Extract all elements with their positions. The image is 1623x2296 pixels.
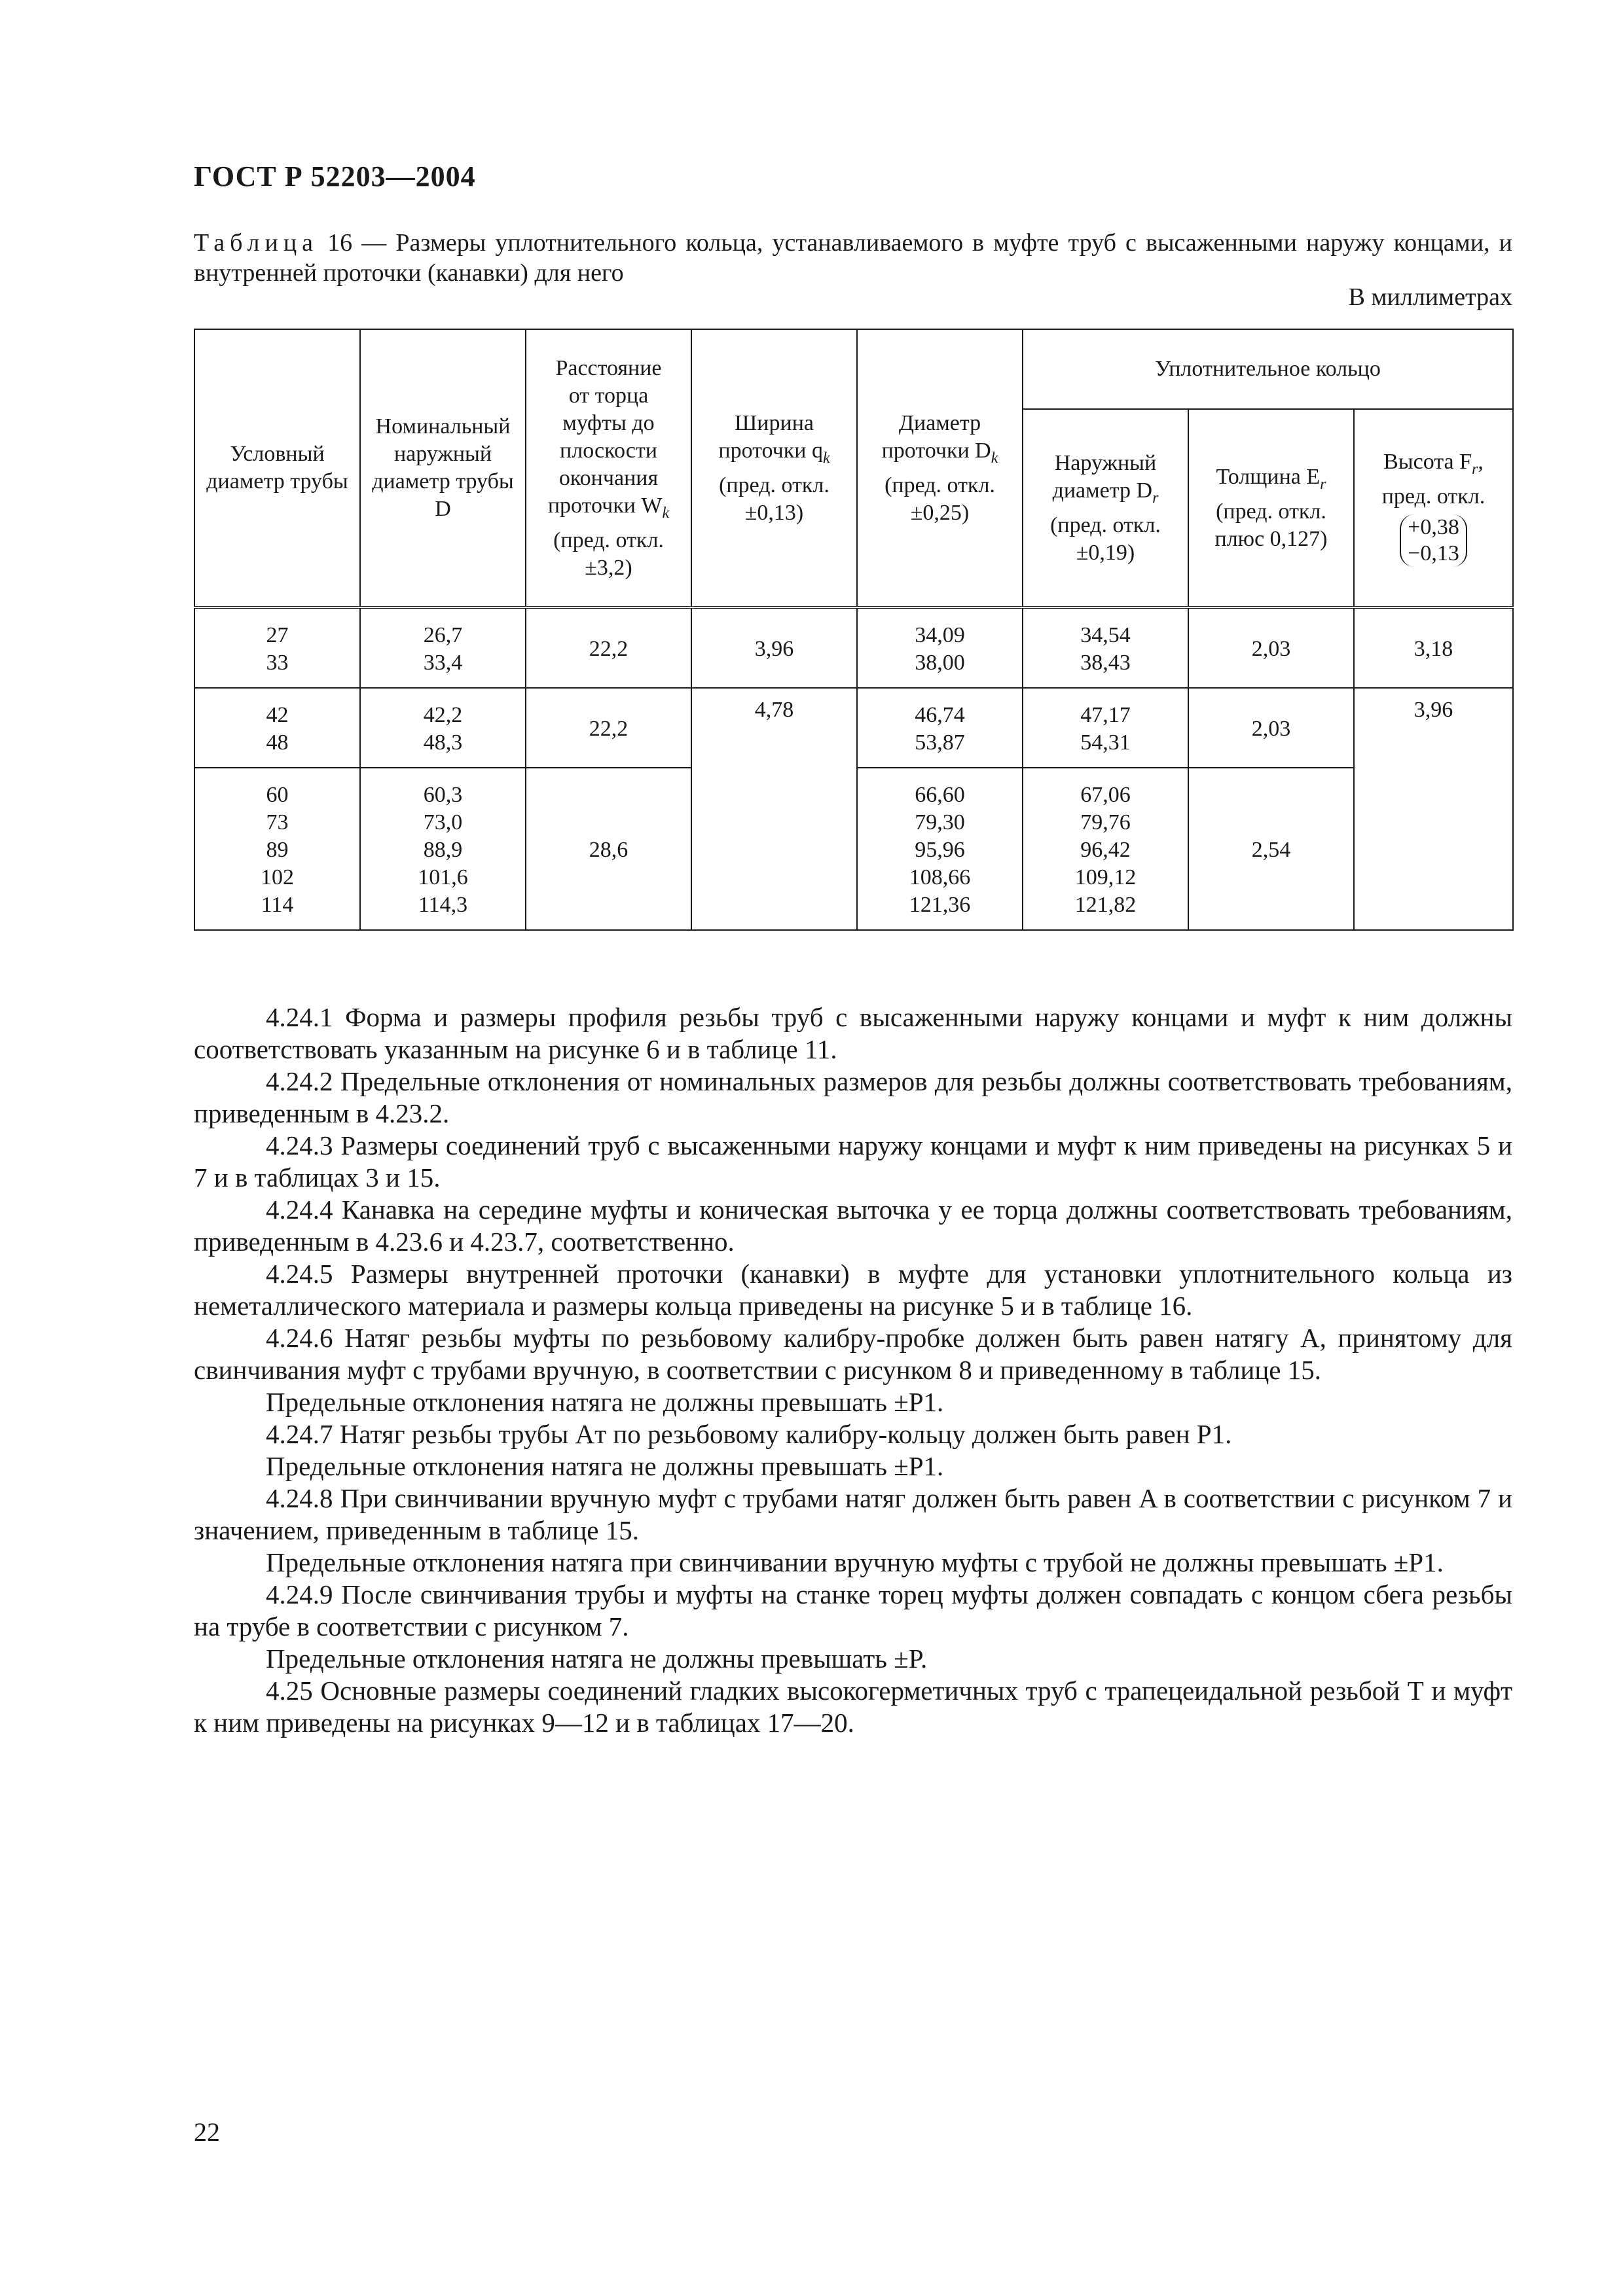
paragraph: 4.24.9 После свинчивания трубы и муфты на станке торец муфты должен совпадать с концом сбега резьбы на трубе в соответствии с рисунком 7. (194, 1579, 1512, 1641)
cell-nominal-size: 27 33 (194, 607, 360, 688)
cell-ring-thickness: 2,54 (1188, 768, 1354, 930)
header-seal-ring-group: Уплотнительное кольцо (1023, 329, 1513, 409)
header-ring-outer-diameter: Наружный диаметр $D_r$ (пред. откл. ±0,19) (1023, 409, 1188, 607)
header-ring-height: Высота $F_r$, пред. откл. +0,38 −0,13 (1354, 409, 1513, 607)
paragraph: 4.24.3 Размеры соединений труб с высаженными наружу концами и муфт к ним приведены на рисунках 5 и 7 и в таблицах 3 и 15. (194, 1130, 1512, 1193)
paragraph: Предельные отклонения натяга не должны превышать ±P. (266, 1643, 928, 1674)
table-row (194, 688, 1513, 768)
cell-ring-height-shared: 3,96 (1354, 688, 1513, 930)
caption-text: 16 — Размеры уплотнительного кольца, устанавливаемого в муфте труб с высаженными наружу концами, и внутренней проточки (канавки) для него (194, 229, 1512, 287)
paragraph: 4.24.1 Форма и размеры профиля резьбы труб с высаженными наружу концами и муфт к ним должны соответствовать указанным на рисунке 6 и в таблице 11. (194, 1002, 1512, 1064)
header-ring-thickness: Толщина $E_r$ (пред. откл. плюс 0,127) (1188, 409, 1354, 607)
paragraph: 4.24.7 Натяг резьбы трубы Aт по резьбовому калибру-кольцу должен быть равен P1. (266, 1419, 1232, 1449)
paragraph: 4.24.6 Натяг резьбы муфты по резьбовому калибру-пробке должен быть равен натягу A, принятому для свинчивания муфт с трубами вручную, в соответствии с рисунком 8 и приведенному в таблице 15. (194, 1323, 1512, 1385)
cell-groove-distance: 22,2 (526, 688, 691, 768)
cell-nominal-size: 60 73 89 102 114 (194, 768, 360, 930)
cell-ring-thickness: 2,03 (1188, 607, 1354, 688)
cell-outer-diameter: 60,3 73,0 88,9 101,6 114,3 (360, 768, 526, 930)
cell-ring-thickness: 2,03 (1188, 688, 1354, 768)
cell-outer-diameter: 42,2 48,3 (360, 688, 526, 768)
paragraph: 4.24.8 При свинчивании вручную муфт с трубами натяг должен быть равен A в соответствии с рисунком 7 и значением, приведенным в таблице 15. (194, 1483, 1512, 1545)
table-caption (194, 228, 1512, 288)
cell-groove-width: 3,96 (691, 607, 857, 688)
header-outer-diameter: Номинальный наружный диаметр трубы D (360, 329, 526, 607)
header-nominal-size: Условный диаметр трубы (194, 329, 360, 607)
cell-groove-width-shared: 4,78 (691, 688, 857, 930)
header-groove-distance: Расстояние от торца муфты до плоскости окончания проточки $W_k$ (пред. откл. ±3,2) (526, 329, 691, 607)
cell-groove-diameter: 46,74 53,87 (857, 688, 1023, 768)
ring-dimensions-table (194, 329, 1514, 931)
paragraph: 4.25 Основные размеры соединений гладких высокогерметичных труб с трапецеидальной резьбой Т и муфт к ним приведены на рисунках 9—12 и в таблицах 17—20. (194, 1676, 1512, 1738)
cell-groove-distance: 28,6 (526, 768, 691, 930)
paragraph: 4.24.2 Предельные отклонения от номинальных размеров для резьбы должны соответствовать требованиям, приведенным в 4.23.2. (194, 1066, 1512, 1128)
paragraph: 4.24.5 Размеры внутренней проточки (канавки) в муфте для установки уплотнительного кольца из неметаллического материала и размеры кольца приведены на рисунке 5 и в таблице 16. (194, 1259, 1512, 1321)
cell-ring-outer-diameter: 47,17 54,31 (1023, 688, 1188, 768)
caption-label: Таблица (194, 229, 319, 257)
cell-groove-distance: 22,2 (526, 607, 691, 688)
page-number: 22 (194, 2117, 220, 2147)
body-text (194, 1001, 1512, 1739)
cell-groove-diameter: 66,60 79,30 95,96 108,66 121,36 (857, 768, 1023, 930)
cell-ring-outer-diameter: 34,54 38,43 (1023, 607, 1188, 688)
units-note: В миллиметрах (1348, 283, 1512, 311)
cell-ring-outer-diameter: 67,06 79,76 96,42 109,12 121,82 (1023, 768, 1188, 930)
cell-ring-height: 3,18 (1354, 607, 1513, 688)
document-code: ГОСТ Р 52203—2004 (194, 160, 476, 192)
table-row (194, 607, 1513, 688)
header-groove-diameter: Диаметр проточки $D_k$ (пред. откл. ±0,25) (857, 329, 1023, 607)
paragraph: 4.24.4 Канавка на середине муфты и коническая выточка у ее торца должны соответствовать требованиям, приведенным в 4.23.6 и 4.23.7, соответственно. (194, 1194, 1512, 1257)
cell-nominal-size: 42 48 (194, 688, 360, 768)
paragraph: Предельные отклонения натяга не должны превышать ±P1. (266, 1451, 944, 1481)
height-tolerance: +0,38 −0,13 (1400, 514, 1467, 567)
paragraph: Предельные отклонения натяга при свинчивании вручную муфты с трубой не должны превышать ±P1. (266, 1547, 1444, 1577)
header-groove-width: Ширина проточки $q_k$ (пред. откл. ±0,13) (691, 329, 857, 607)
paragraph: Предельные отклонения натяга не должны превышать ±P1. (266, 1387, 944, 1417)
cell-groove-diameter: 34,09 38,00 (857, 607, 1023, 688)
cell-outer-diameter: 26,7 33,4 (360, 607, 526, 688)
